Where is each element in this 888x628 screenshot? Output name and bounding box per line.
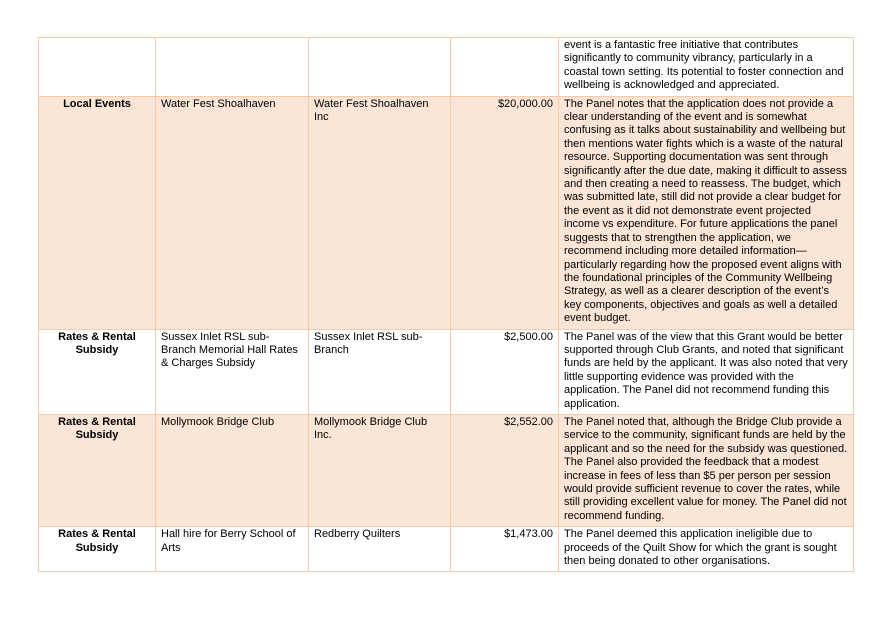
comments-cell: The Panel deemed this application ineligible due to proceeds of the Quilt Show for which the grant is sought then being donated to other organisations. [559, 527, 854, 572]
comments-cell: event is a fantastic free initiative that contributes significantly to community vibrancy, particularly in a coastal town setting. Its potential to foster connection and wellbeing is acknowledged and appreciated. [559, 38, 854, 97]
table-row [39, 96, 854, 329]
organisation-cell: Redberry Quilters [309, 527, 451, 572]
category-cell: Rates & Rental Subsidy [39, 329, 156, 414]
amount-cell: $2,500.00 [451, 329, 559, 414]
amount-cell: $2,552.00 [451, 414, 559, 526]
table-row [39, 329, 854, 414]
project-cell: Mollymook Bridge Club [156, 414, 309, 526]
table-row [39, 414, 854, 526]
project-cell: Hall hire for Berry School of Arts [156, 527, 309, 572]
organisation-cell [309, 38, 451, 97]
project-cell: Water Fest Shoalhaven [156, 96, 309, 329]
category-cell: Local Events [39, 96, 156, 329]
project-cell [156, 38, 309, 97]
comments-cell: The Panel was of the view that this Grant would be better supported through Club Grants, and noted that significant funds are held by the applicant. It was also noted that very little supporting evidence was provided with the application. The Panel did not recommend funding this application. [559, 329, 854, 414]
comments-cell: The Panel notes that the application does not provide a clear understanding of the event and is somewhat confusing as it talks about sustainability and wellbeing but then mentions water fights which is a waste of the natural resource. Supporting documentation was sent through significantly after the due date, making it difficult to assess and then creating a need to reassess. The budget, which was submitted late, still did not provide a clear budget for the event as it did not demonstrate event projected income vs expenditure. For future applications the panel suggests that to strengthen the application, we recommend including more detailed information—particularly regarding how the proposed event aligns with the foundational principles of the Community Wellbeing Strategy, as well as a clearer description of the event’s key components, objectives and goals as well a detailed event budget. [559, 96, 854, 329]
project-cell: Sussex Inlet RSL sub-Branch Memorial Hall Rates & Charges Subsidy [156, 329, 309, 414]
grants-table [38, 37, 854, 572]
amount-cell: $1,473.00 [451, 527, 559, 572]
amount-cell: $20,000.00 [451, 96, 559, 329]
category-cell [39, 38, 156, 97]
category-cell: Rates & Rental Subsidy [39, 414, 156, 526]
category-cell: Rates & Rental Subsidy [39, 527, 156, 572]
organisation-cell: Mollymook Bridge Club Inc. [309, 414, 451, 526]
table-row [39, 38, 854, 97]
organisation-cell: Sussex Inlet RSL sub-Branch [309, 329, 451, 414]
organisation-cell: Water Fest Shoalhaven Inc [309, 96, 451, 329]
table-row [39, 527, 854, 572]
comments-cell: The Panel noted that, although the Bridge Club provide a service to the community, significant funds are held by the applicant and so the need for the subsidy was questioned. The Panel also provided the feedback that a modest increase in fees of less than $5 per person per session would provide sufficient revenue to cover the rates, while still providing excellent value for money. The Panel did not recommend funding. [559, 414, 854, 526]
amount-cell [451, 38, 559, 97]
